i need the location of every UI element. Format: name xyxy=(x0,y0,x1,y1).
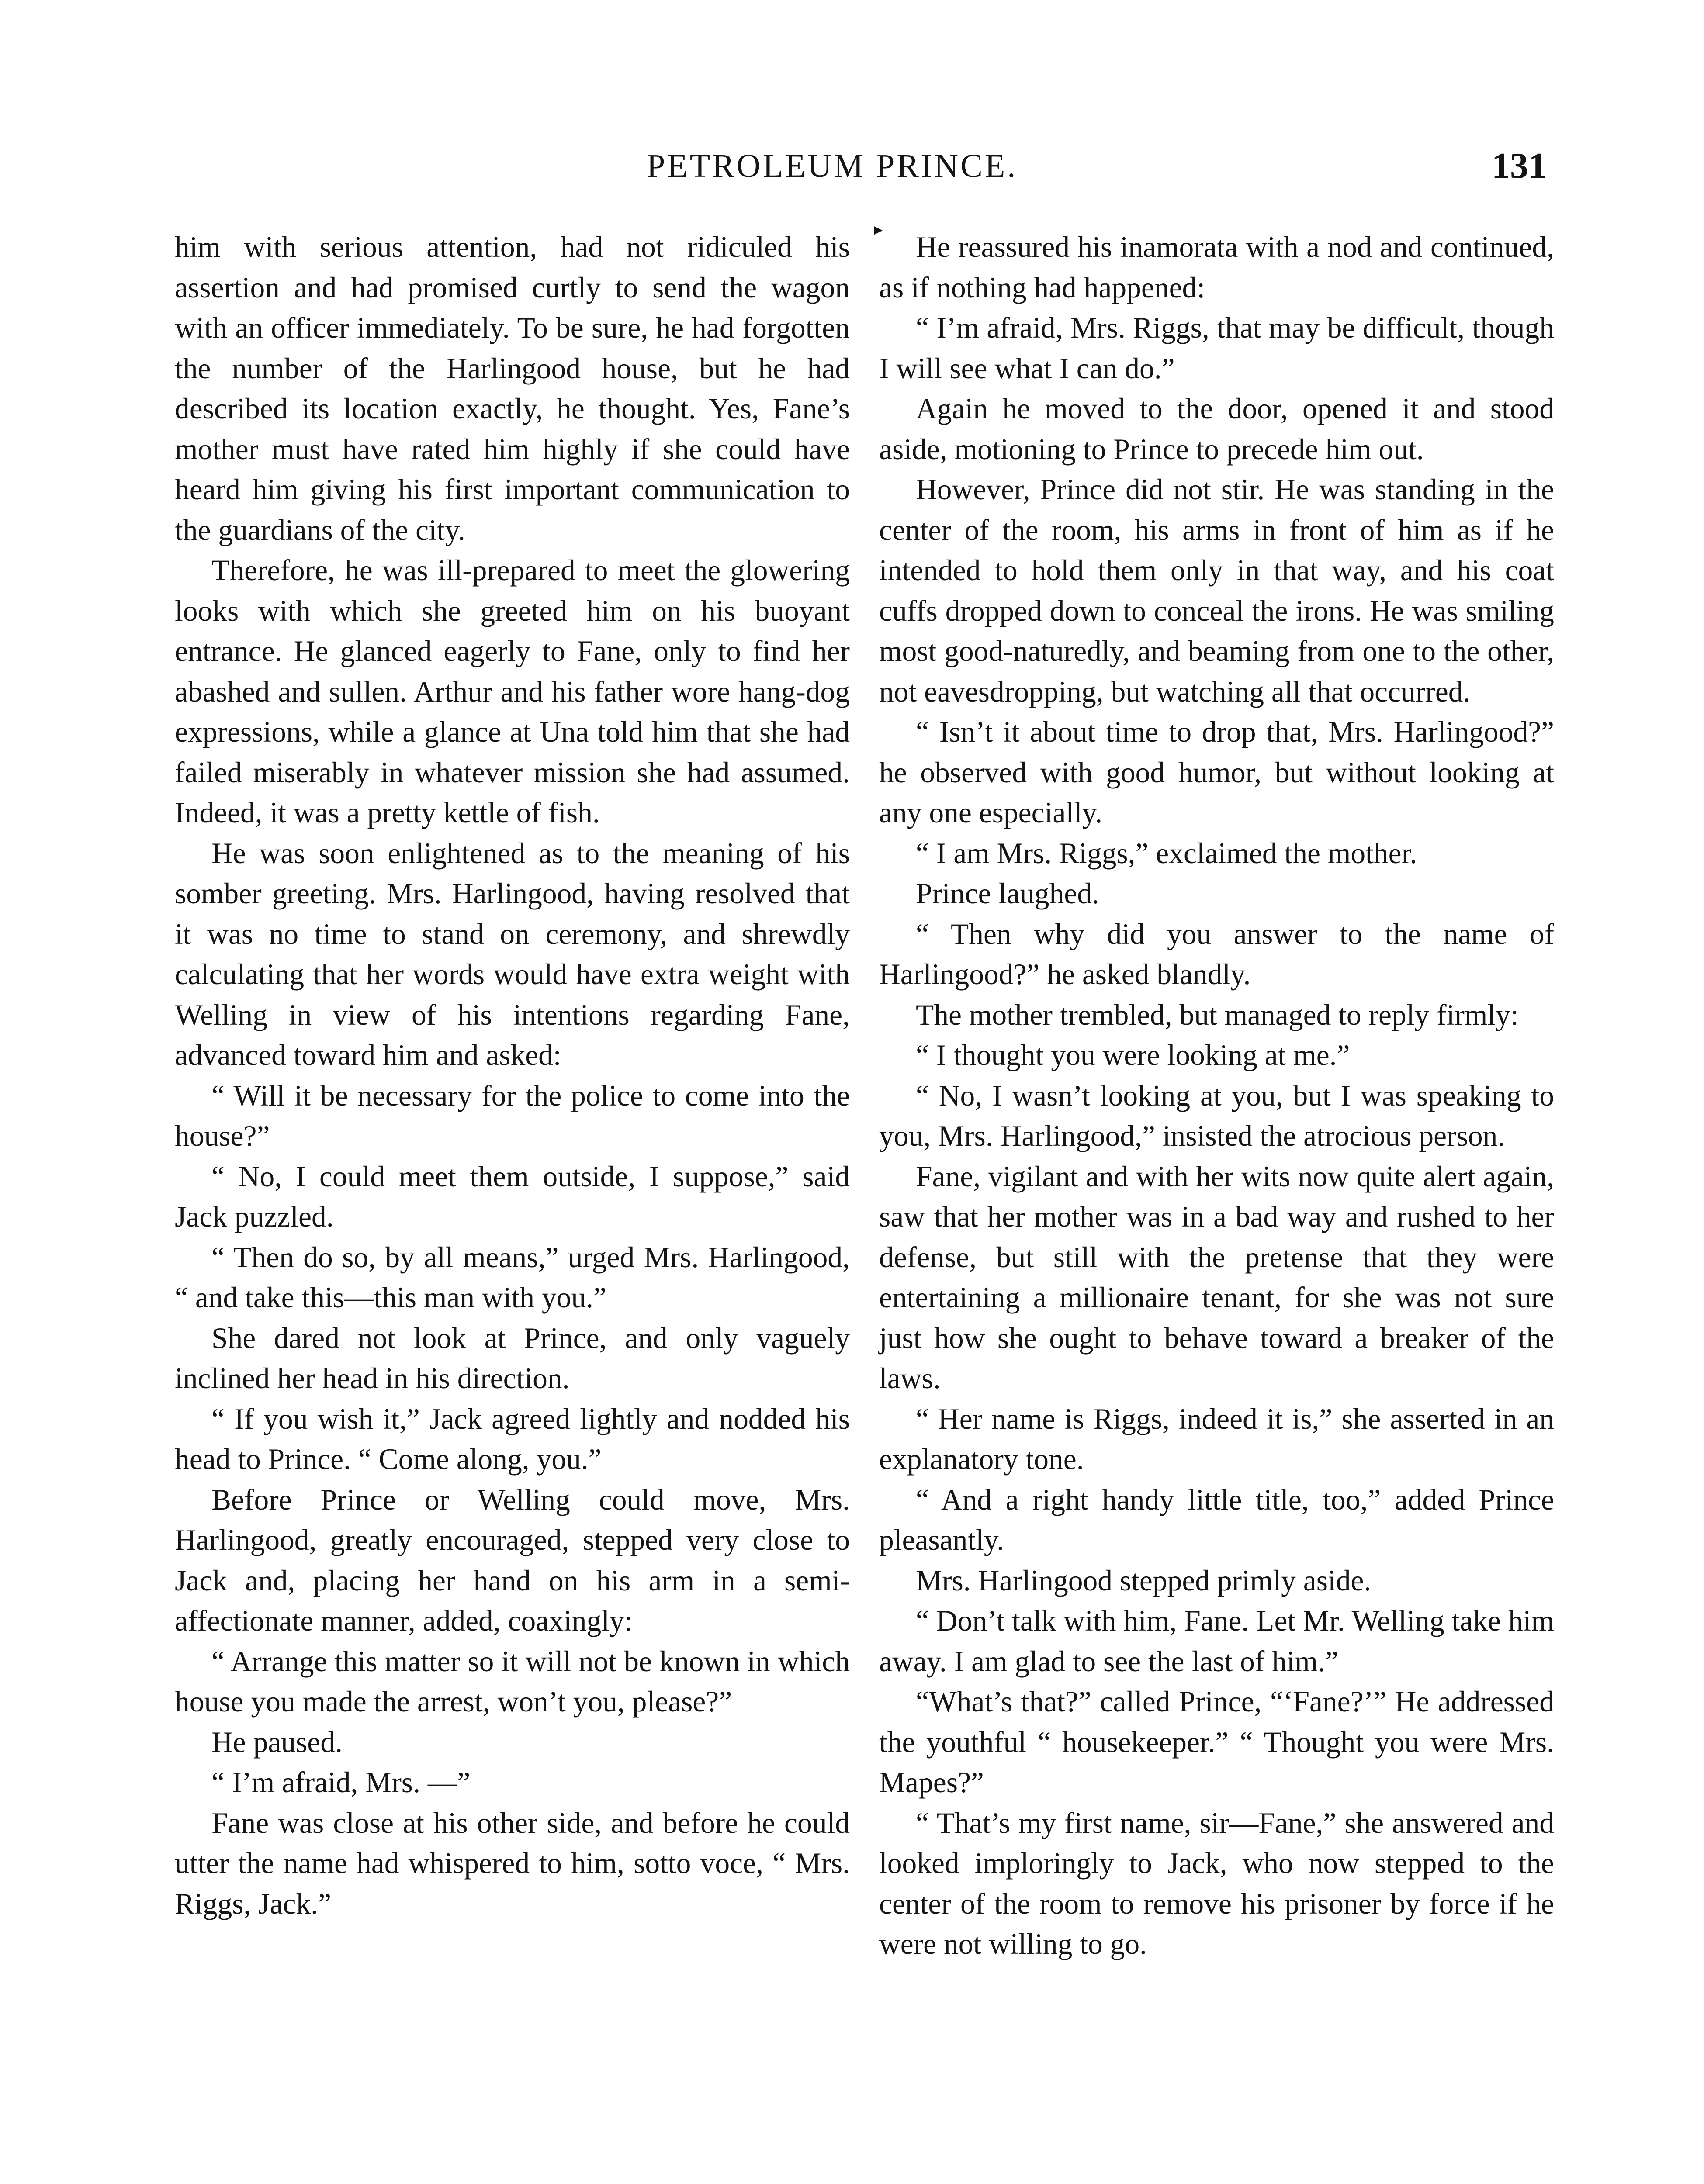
margin-mark: ▸ xyxy=(874,219,883,239)
paragraph: “ Her name is Riggs, indeed it is,” she asserted in an explanatory tone. xyxy=(879,1402,1554,1476)
paragraph: The mother trembled, but managed to reply firmly: xyxy=(916,998,1519,1031)
left-column xyxy=(175,227,850,1924)
paragraph: Prince laughed. xyxy=(916,877,1099,910)
paragraph: She dared not look at Prince, and only vaguely inclined her head in his direction. xyxy=(175,1321,850,1395)
paragraph: “ No, I could meet them outside, I suppose,” said Jack puzzled. xyxy=(175,1160,850,1233)
running-title: PETROLEUM PRINCE. xyxy=(647,148,1018,184)
paragraph: “ Then do so, by all means,” urged Mrs. Harlingood, “ and take this—this man with you.” xyxy=(175,1241,850,1314)
paragraph: However, Prince did not stir. He was standing in the center of the room, his arms in front of him as if he intended to hold them only in that way, and his coat cuffs dropped down to conceal the irons. He was smiling most good-naturedly, and beaming from one to the other, not eavesdropping, but watching all that occurred. xyxy=(879,473,1554,708)
paragraph: “ Isn’t it about time to drop that, Mrs. Harlingood?” he observed with good humor, but without looking at any one especially. xyxy=(879,715,1554,829)
paragraph: “ Arrange this matter so it will not be known in which house you made the arrest, won’t you, please?” xyxy=(175,1645,850,1718)
running-header xyxy=(647,144,1547,197)
paragraph: Before Prince or Welling could move, Mrs. Harlingood, greatly encouraged, stepped very close to Jack and, placing her hand on his arm in a semi-affectionate manner, added, coaxingly: xyxy=(175,1483,850,1637)
paragraph: “What’s that?” called Prince, “‘Fane?’” He addressed the youthful “ housekeeper.” “ Thought you were Mrs. Mapes?” xyxy=(879,1685,1554,1799)
paragraph: “ And a right handy little title, too,” added Prince pleasantly. xyxy=(879,1483,1554,1556)
paragraph: “ Then why did you answer to the name of Harlingood?” he asked blandly. xyxy=(879,917,1554,991)
paragraph: “ No, I wasn’t looking at you, but I was speaking to you, Mrs. Harlingood,” insisted the atrocious person. xyxy=(879,1079,1554,1152)
paragraph: He paused. xyxy=(211,1725,343,1759)
paragraph: “ If you wish it,” Jack agreed lightly and nodded his head to Prince. “ Come along, you.” xyxy=(175,1402,850,1476)
paragraph: Again he moved to the door, opened it and stood aside, motioning to Prince to precede him out. xyxy=(879,392,1554,466)
paragraph: Mrs. Harlingood stepped primly aside. xyxy=(916,1564,1372,1597)
paragraph: “ I’m afraid, Mrs. Riggs, that may be difficult, though I will see what I can do.” xyxy=(879,311,1554,385)
paragraph: “ I am Mrs. Riggs,” exclaimed the mother. xyxy=(916,836,1417,870)
paragraph: “ Will it be necessary for the police to come into the house?” xyxy=(175,1079,850,1152)
paragraph: “ That’s my first name, sir—Fane,” she answered and looked imploringly to Jack, who now stepped to the center of the room to remove his prisoner by force if he were not willing to go. xyxy=(879,1806,1554,1960)
paragraph: Fane was close at his other side, and before he could utter the name had whispered to him, sotto voce, “ Mrs. Riggs, Jack.” xyxy=(175,1806,850,1920)
paragraph: He was soon enlightened as to the meaning of his somber greeting. Mrs. Harlingood, having resolved that it was no time to stand on ceremony, and shrewdly calculating that her words would have extra weight with Welling in view of his intentions regarding Fane, advanced toward him and asked: xyxy=(175,836,850,1071)
paragraph: “ I thought you were looking at me.” xyxy=(916,1039,1350,1071)
paragraph: Fane, vigilant and with her wits now quite alert again, saw that her mother was in a bad way and rushed to her defense, but still with the pretense that they were entertaining a millionaire tenant, for she was not sure just how she ought to behave toward a breaker of the laws. xyxy=(879,1160,1554,1395)
page-number: 131 xyxy=(1492,145,1547,186)
right-column xyxy=(879,227,1554,1965)
paragraph: He reassured his inamorata with a nod and continued, as if nothing had happened: xyxy=(879,231,1554,304)
paragraph: Therefore, he was ill-prepared to meet the glowering looks with which she greeted him on his buoyant entrance. He glanced eagerly to Fane, only to find her abashed and sullen. Arthur and his father wore hang-dog expressions, while a glance at Una told him that she had failed miserably in whatever mission she had assumed. Indeed, it was a pretty kettle of fish. xyxy=(175,554,850,829)
paragraph: him with serious attention, had not ridiculed his assertion and had promised curtly to send the wagon with an officer immediately. To be sure, he had forgotten the number of the Harlingood house, but he had described its location exactly, he thought. Yes, Fane’s mother must have rated him highly if she could have heard him giving his first important communication to the guardians of the city. xyxy=(175,231,850,546)
paragraph: “ I’m afraid, Mrs. —” xyxy=(211,1766,471,1799)
paragraph: “ Don’t talk with him, Fane. Let Mr. Welling take him away. I am glad to see the last of him.” xyxy=(879,1604,1554,1678)
